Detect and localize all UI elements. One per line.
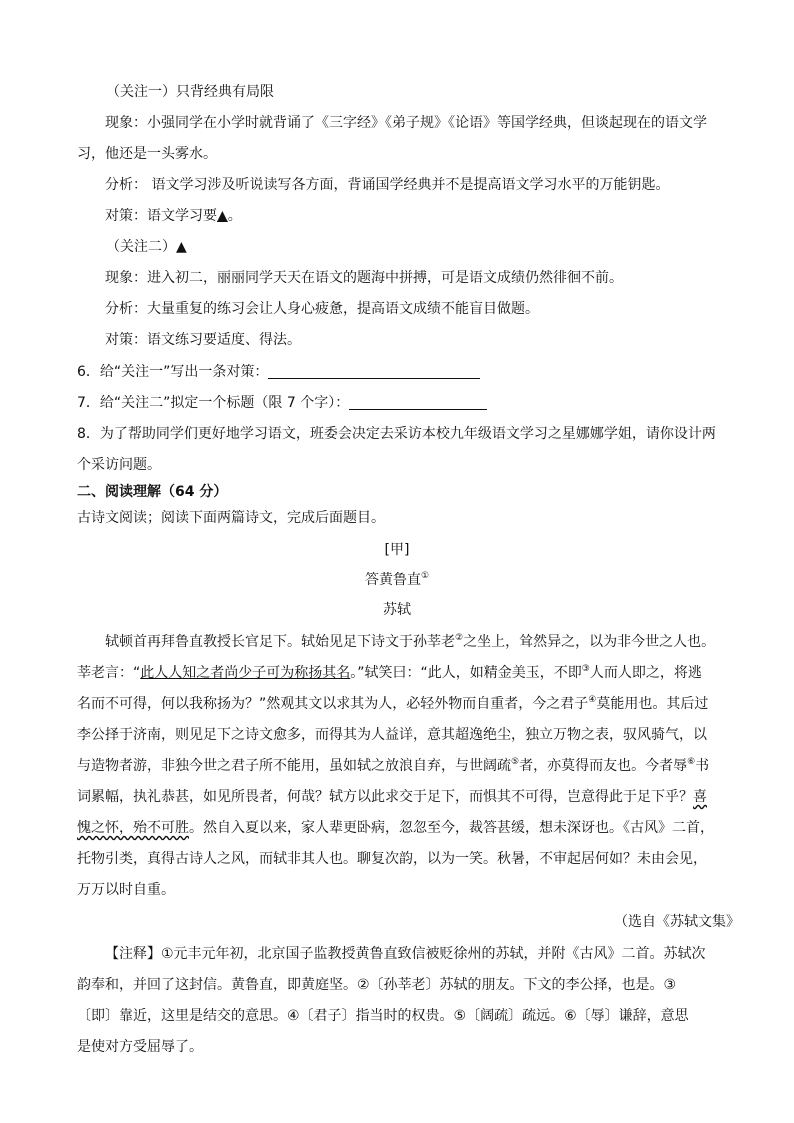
footnote-marker: ② <box>455 633 464 643</box>
passage-text: 李公择于济南，则见足下之诗文愈多，而得其为人益详，意其超逸绝尘，独立万物之表，驭风骑气，以 <box>77 727 707 743</box>
footnote-marker: ③ <box>581 664 590 674</box>
passage-label-text: [甲] <box>384 542 410 558</box>
notes-line-3 <box>77 1006 747 1028</box>
passage-text: 名而不可得，何以我称扬为？”然观其文以求其为人，必轻外物而自重者，今之君子 <box>77 696 589 712</box>
passage-line-1 <box>105 632 775 654</box>
passage-author <box>0 600 794 622</box>
question-8-line2 <box>77 455 747 477</box>
question-7-text: 7．给“关注二”拟定一个标题（限 7 个字）： <box>77 395 350 411</box>
passage-text: 之坐上，耸然异之，以为非今世之人也。 <box>463 634 716 650</box>
focus1-phenomenon-text: 现象：小强同学在小学时就背诵了《三字经》《弟子规》《论语》等国学经典，但谈起现在的语文学 <box>105 115 707 131</box>
notes-text: 【注释】①元丰元年初，北京国子监教授黄鲁直致信被贬徐州的苏轼，并附《古风》二首。苏轼次 <box>105 946 706 962</box>
passage-text: 。”轼笑曰：“此人，如精金美玉，不即 <box>350 665 582 681</box>
notes-line-2 <box>77 975 747 997</box>
passage-text: 莫能用也。其后过 <box>596 696 709 712</box>
passage-title-note: ① <box>420 571 430 581</box>
passage-label <box>0 540 794 562</box>
section2-heading <box>77 482 747 504</box>
focus2-strategy <box>105 330 775 352</box>
passage-text: 与造物者游，非独今世之君子所不能用，虽如轼之放浪自弃，与世阔疏 <box>77 758 511 774</box>
question-6-answer-line[interactable] <box>268 362 480 379</box>
focus1-analysis <box>105 175 775 197</box>
passage-text: 书 <box>695 758 710 774</box>
passage-text: 人而人即之，将逃 <box>589 665 702 681</box>
focus1-strategy-blank: ▲ <box>217 208 228 224</box>
passage-title <box>0 570 794 592</box>
question-6 <box>77 362 747 384</box>
question-8-text: 8．为了帮助同学们更好地学习语文，班委会决定去采访本校九年级语文学习之星娜娜学姐，请你设计两 <box>77 426 716 442</box>
notes-line-1 <box>105 944 775 966</box>
passage-author-text: 苏轼 <box>383 602 411 618</box>
focus2-heading-text: （关注二） <box>106 239 176 255</box>
passage-text: 。然自入夏以来，家人辈更卧病，忽忽至今，裁答甚缓，想未深讶也。《古风》二首， <box>189 820 714 836</box>
passage-line-7 <box>77 818 747 840</box>
focus1-phenomenon-line2 <box>77 144 747 166</box>
underlined-sentence: 此人人知之者尚少子可为称扬其名 <box>140 665 351 681</box>
passage-line-2 <box>77 663 747 685</box>
focus2-phenomenon <box>105 268 775 290</box>
question-7-answer-line[interactable] <box>349 393 487 410</box>
footnote-marker: ⑥ <box>687 757 696 767</box>
focus2-heading-blank: ▲ <box>176 239 187 255</box>
focus1-strategy-suffix: 。 <box>227 208 242 224</box>
passage-title-text: 答黄鲁直 <box>364 572 421 588</box>
footnote-marker: ⑤ <box>511 757 520 767</box>
passage-line-4 <box>77 725 747 747</box>
passage-source-text: （选自《苏轼文集》 <box>614 914 740 930</box>
focus2-analysis-text: 分析：大量重复的练习会让人身心疲惫，提高语文成绩不能盲目做题。 <box>105 301 539 317</box>
section2-heading-text: 二、阅读理解（64 分） <box>77 484 228 500</box>
focus1-phenomenon-line1 <box>105 113 775 135</box>
section2-intro <box>77 508 747 530</box>
footnote-marker: ④ <box>588 695 597 705</box>
focus1-analysis-text: 分析： 语文学习涉及听说读写各方面，背诵国学经典并不是提高语文学习水平的万能钥匙。 <box>105 177 670 193</box>
question-7 <box>77 393 747 415</box>
passage-text: 词累幅，执礼恭甚，如见所畏者，何哉？轼方以此求交于足下，而惧其不可得，岂意得此于足下乎？ <box>77 789 693 805</box>
focus1-heading-text: （关注一）只背经典有局限 <box>106 84 274 100</box>
focus2-strategy-text: 对策：语文练习要适度、得法。 <box>105 332 301 348</box>
passage-line-5 <box>77 756 747 778</box>
passage-text: 托物引类，真得古诗人之风，而轼非其人也。聊复次韵，以为一笑。秋暑，不审起居何如？未由会见， <box>77 851 707 867</box>
passage-line-3 <box>77 694 747 716</box>
passage-line-6 <box>77 787 747 809</box>
notes-text: 韵奉和，并回了这封信。黄鲁直，即黄庭坚。②〔孙莘老〕苏轼的朋友。下文的李公择，也是。③ <box>77 977 677 993</box>
wavy-underlined-phrase: 喜 <box>693 789 707 805</box>
question-8-text-cont: 个采访问题。 <box>77 457 161 473</box>
focus1-heading <box>106 82 776 104</box>
passage-line-8 <box>77 849 747 871</box>
passage-line-9 <box>77 880 747 902</box>
notes-text: 是使对方受屈辱了。 <box>77 1039 203 1055</box>
passage-text: 者，亦莫得而友也。今者辱 <box>519 758 688 774</box>
passage-text: 万万以时自重。 <box>77 882 175 898</box>
focus1-phenomenon-text-cont: 习，他还是一头雾水。 <box>77 146 217 162</box>
notes-line-4 <box>77 1037 747 1059</box>
passage-text: 轼顿首再拜鲁直教授长官足下。轼始见足下诗文于孙莘老 <box>105 634 455 650</box>
passage-source <box>77 912 740 934</box>
focus2-heading <box>106 237 776 259</box>
question-6-text: 6．给“关注一”写出一条对策： <box>77 364 269 380</box>
focus2-analysis <box>105 299 775 321</box>
focus2-phenomenon-text: 现象：进入初二，丽丽同学天天在语文的题海中拼搏，可是语文成绩仍然徘徊不前。 <box>105 270 623 286</box>
focus1-strategy-label: 对策：语文学习要 <box>105 208 217 224</box>
focus1-strategy <box>105 206 775 228</box>
notes-text: 〔即〕靠近，这里是结交的意思。④〔君子〕指当时的权贵。⑤〔阔疏〕疏远。⑥〔辱〕谦辞，意思 <box>77 1008 689 1024</box>
section2-intro-text: 古诗文阅读；阅读下面两篇诗文，完成后面题目。 <box>77 510 385 526</box>
question-8-line1 <box>77 424 747 446</box>
wavy-underlined-phrase: 愧之怀，殆不可胜 <box>77 820 189 836</box>
passage-text: 莘老言：“ <box>77 665 141 681</box>
